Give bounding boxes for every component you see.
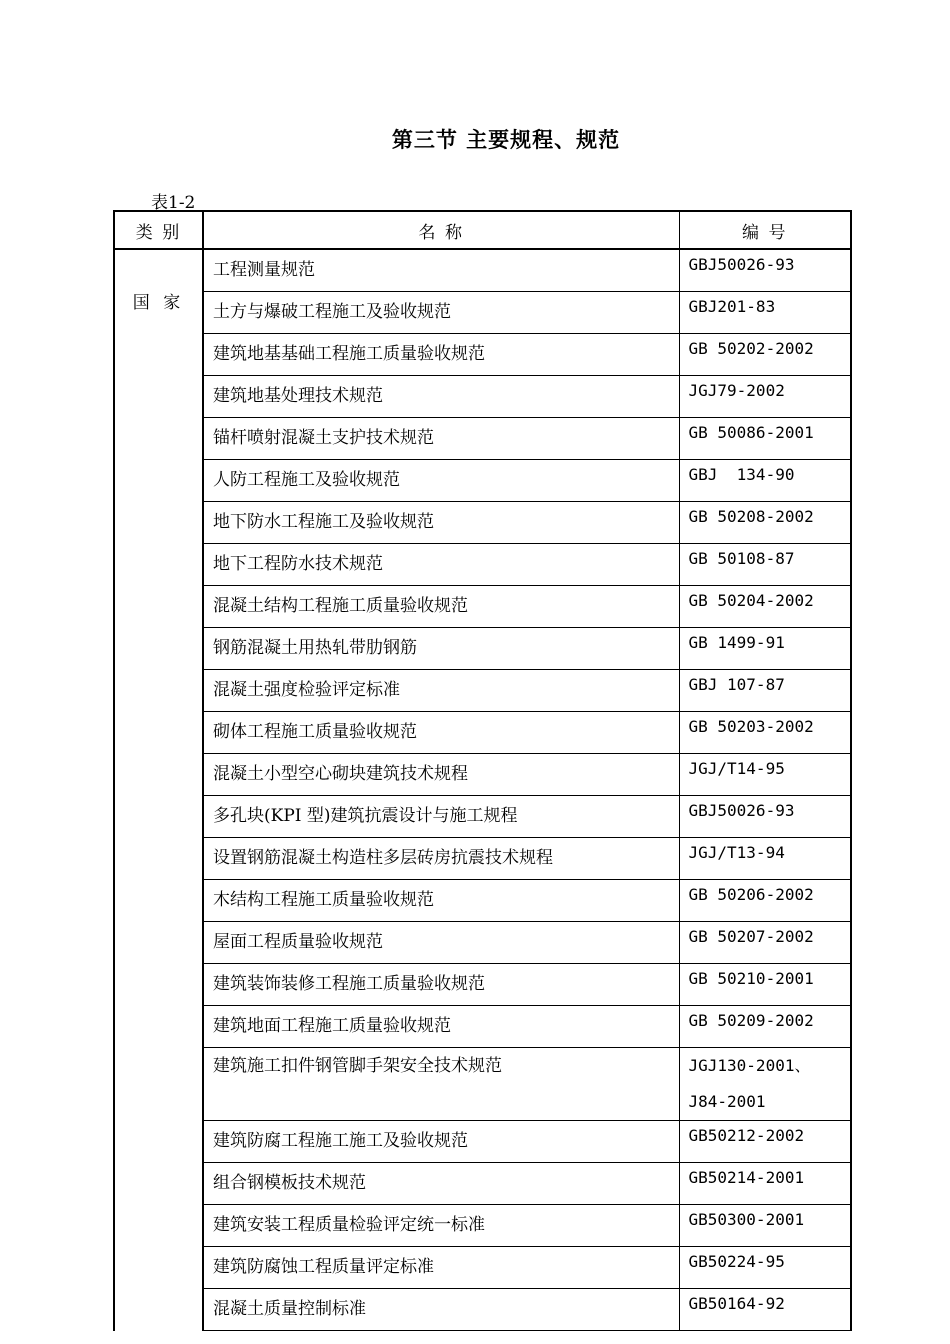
- standard-name: 组合钢模板技术规范: [203, 1163, 679, 1205]
- header-code: 编 号: [679, 211, 851, 249]
- standard-code: [679, 1048, 851, 1121]
- standard-name: 建筑地面工程施工质量验收规范: [203, 1006, 679, 1048]
- standard-name: 建筑防腐工程施工施工及验收规范: [203, 1121, 679, 1163]
- standard-code: GBJ 134-90: [679, 460, 851, 502]
- standard-name: 建筑装饰装修工程施工质量验收规范: [203, 964, 679, 1006]
- table-row: [114, 418, 851, 460]
- standard-name: 建筑地基基础工程施工质量验收规范: [203, 334, 679, 376]
- standard-code: GBJ50026-93: [679, 796, 851, 838]
- standard-code: GB 50207-2002: [679, 922, 851, 964]
- standard-code: GB50164-92: [679, 1289, 851, 1331]
- standard-name: 混凝土结构工程施工质量验收规范: [203, 586, 679, 628]
- table-row: [114, 544, 851, 586]
- table-row: [114, 376, 851, 418]
- standard-code: GB50214-2001: [679, 1163, 851, 1205]
- table-row: [114, 964, 851, 1006]
- standard-code: GB 50203-2002: [679, 712, 851, 754]
- standard-code: GB 50086-2001: [679, 418, 851, 460]
- table-row: [114, 586, 851, 628]
- table-row: [114, 1205, 851, 1247]
- standard-code: JGJ79-2002: [679, 376, 851, 418]
- standard-code: GBJ201-83: [679, 292, 851, 334]
- standard-name: 建筑施工扣件钢管脚手架安全技术规范: [203, 1048, 679, 1121]
- standard-code: JGJ/T14-95: [679, 754, 851, 796]
- table-row: [114, 1247, 851, 1289]
- standard-code: GB 50108-87: [679, 544, 851, 586]
- standard-name: 混凝土质量控制标准: [203, 1289, 679, 1331]
- standards-table: [113, 210, 852, 1331]
- standard-code: GB50212-2002: [679, 1121, 851, 1163]
- standard-name: 地下工程防水技术规范: [203, 544, 679, 586]
- standard-code: GB 50202-2002: [679, 334, 851, 376]
- table-row: [114, 1006, 851, 1048]
- standard-code: GBJ50026-93: [679, 249, 851, 292]
- standard-code: GB 50208-2002: [679, 502, 851, 544]
- table-row: [114, 292, 851, 334]
- table-row: [114, 880, 851, 922]
- standard-name: 钢筋混凝土用热轧带肋钢筋: [203, 628, 679, 670]
- standard-code-line: JGJ130-2001、: [688, 1056, 811, 1075]
- table-header-row: [114, 211, 851, 249]
- table-row: [114, 1163, 851, 1205]
- standard-code: GBJ 107-87: [679, 670, 851, 712]
- category-cell: 国 家: [114, 249, 203, 1331]
- standard-name: 木结构工程施工质量验收规范: [203, 880, 679, 922]
- standard-name: 混凝土强度检验评定标准: [203, 670, 679, 712]
- standard-name: 屋面工程质量验收规范: [203, 922, 679, 964]
- standard-name: 锚杆喷射混凝土支护技术规范: [203, 418, 679, 460]
- standard-name: 砌体工程施工质量验收规范: [203, 712, 679, 754]
- table-label: 表1-2: [151, 193, 196, 213]
- standard-code: JGJ/T13-94: [679, 838, 851, 880]
- header-name: 名 称: [203, 211, 679, 249]
- standard-name: 建筑安装工程质量检验评定统一标准: [203, 1205, 679, 1247]
- table-row: [114, 796, 851, 838]
- standard-code: GB50224-95: [679, 1247, 851, 1289]
- standard-name: 工程测量规范: [203, 249, 679, 292]
- standard-code-line: J84-2001: [688, 1092, 766, 1111]
- standard-code: GB 1499-91: [679, 628, 851, 670]
- standard-name: 地下防水工程施工及验收规范: [203, 502, 679, 544]
- table-row: [114, 1289, 851, 1331]
- standard-name: 建筑防腐蚀工程质量评定标准: [203, 1247, 679, 1289]
- table-row: [114, 460, 851, 502]
- table-row: [114, 249, 851, 292]
- standard-name: 建筑地基处理技术规范: [203, 376, 679, 418]
- standard-code: GB 50206-2002: [679, 880, 851, 922]
- table-row: [114, 712, 851, 754]
- standard-code: GB 50210-2001: [679, 964, 851, 1006]
- page-title: 第三节 主要规程、规范: [391, 127, 621, 152]
- table-row: [114, 1121, 851, 1163]
- table-row: [114, 628, 851, 670]
- standard-name: 设置钢筋混凝土构造柱多层砖房抗震技术规程: [203, 838, 679, 880]
- header-category: 类 别: [114, 211, 203, 249]
- table-row: [114, 838, 851, 880]
- table-row: [114, 502, 851, 544]
- standard-code: GB 50204-2002: [679, 586, 851, 628]
- standard-code: GB50300-2001: [679, 1205, 851, 1247]
- standard-name: 土方与爆破工程施工及验收规范: [203, 292, 679, 334]
- standard-code: GB 50209-2002: [679, 1006, 851, 1048]
- table-row: [114, 334, 851, 376]
- standard-name: 混凝土小型空心砌块建筑技术规程: [203, 754, 679, 796]
- table-row: [114, 922, 851, 964]
- table-row: [114, 670, 851, 712]
- standard-name: 多孔块(KPⅠ 型)建筑抗震设计与施工规程: [203, 796, 679, 838]
- table-row: [114, 754, 851, 796]
- standard-name: 人防工程施工及验收规范: [203, 460, 679, 502]
- table-row: [114, 1048, 851, 1121]
